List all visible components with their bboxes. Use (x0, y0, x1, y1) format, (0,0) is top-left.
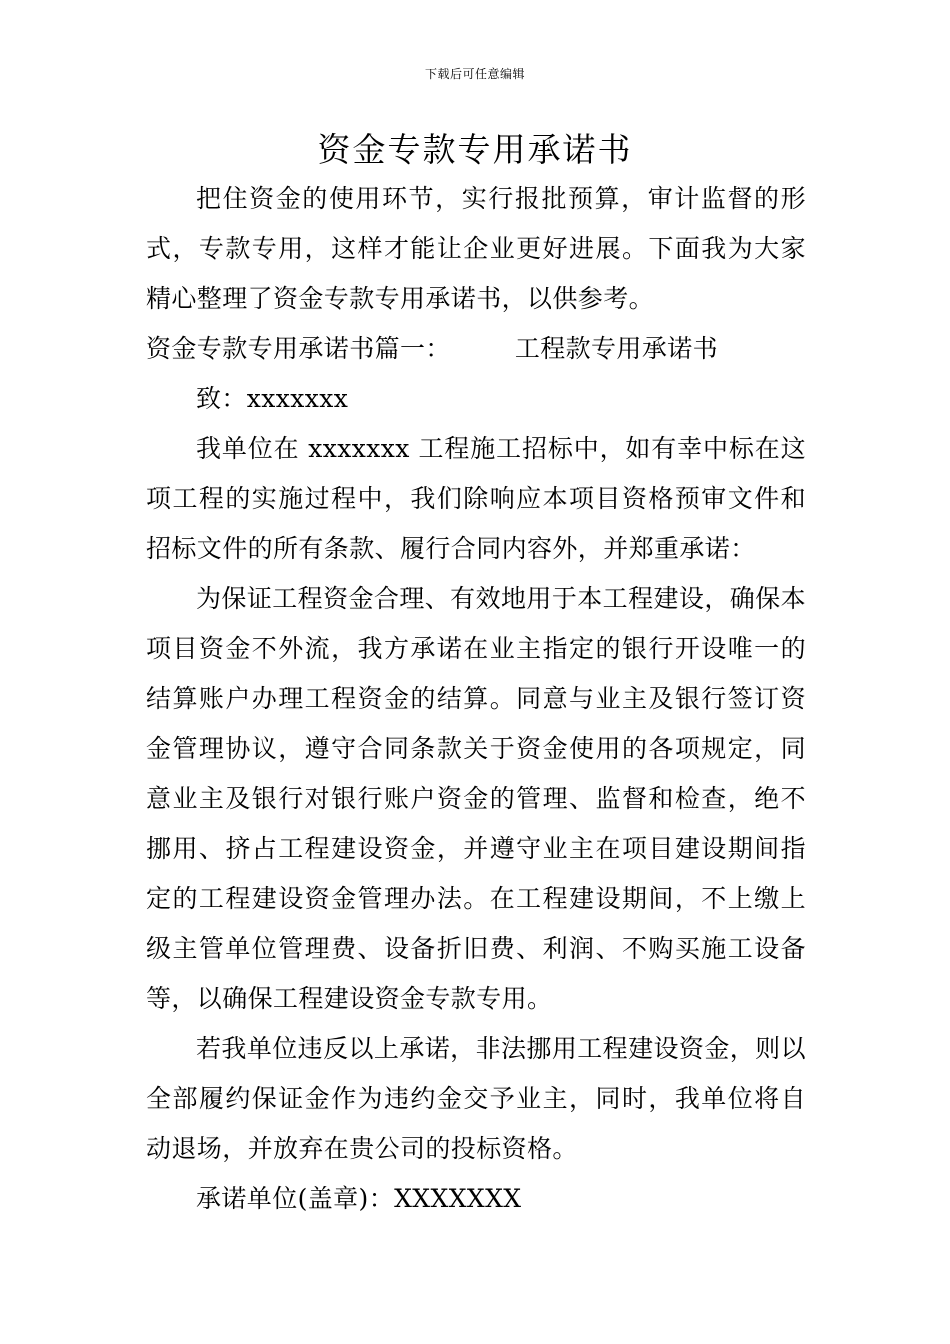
document-body (146, 174, 806, 1224)
document-title: 资金专款专用承诺书 (317, 130, 633, 169)
section-heading (146, 324, 806, 374)
salutation: 致：xxxxxxx (196, 384, 349, 413)
signature-line: 承诺单位(盖章)：XXXXXXX (196, 1184, 522, 1213)
header-note: 下载后可任意编辑 (424, 67, 525, 81)
intro-paragraph: 把住资金的使用环节，实行报批预算，审计监督的形式，专款专用，这样才能让企业更好进展。下面我为大家精心整理了资金专款专用承诺书，以供参考。 (146, 184, 806, 313)
commitment-paragraph-1: 我单位在 xxxxxxx 工程施工招标中，如有幸中标在这项工程的实施过程中，我们除响应本项目资格预审文件和招标文件的所有条款、履行合同内容外，并郑重承诺： (146, 434, 806, 563)
commitment-paragraph-3: 若我单位违反以上承诺，非法挪用工程建设资金，则以全部履约保证金作为违约金交予业主，同时，我单位将自动退场，并放弃在贵公司的投标资格。 (146, 1034, 806, 1163)
commitment-paragraph-2: 为保证工程资金合理、有效地用于本工程建设，确保本项目资金不外流，我方承诺在业主指定的银行开设唯一的结算账户办理工程资金的结算。同意与业主及银行签订资金管理协议，遵守合同条款关于资金使用的各项规定，同意业主及银行对银行账户资金的管理、监督和检查，绝不挪用、挤占工程建设资金，并遵守业主在项目建设期间指定的工程建设资金管理办法。在工程建设期间，不上缴上级主管单位管理费、设备折旧费、利润、不购买施工设备等，以确保工程建设资金专款专用。 (146, 584, 806, 1013)
section-label: 资金专款专用承诺书篇一： (146, 334, 451, 363)
section-title: 工程款专用承诺书 (514, 334, 719, 363)
